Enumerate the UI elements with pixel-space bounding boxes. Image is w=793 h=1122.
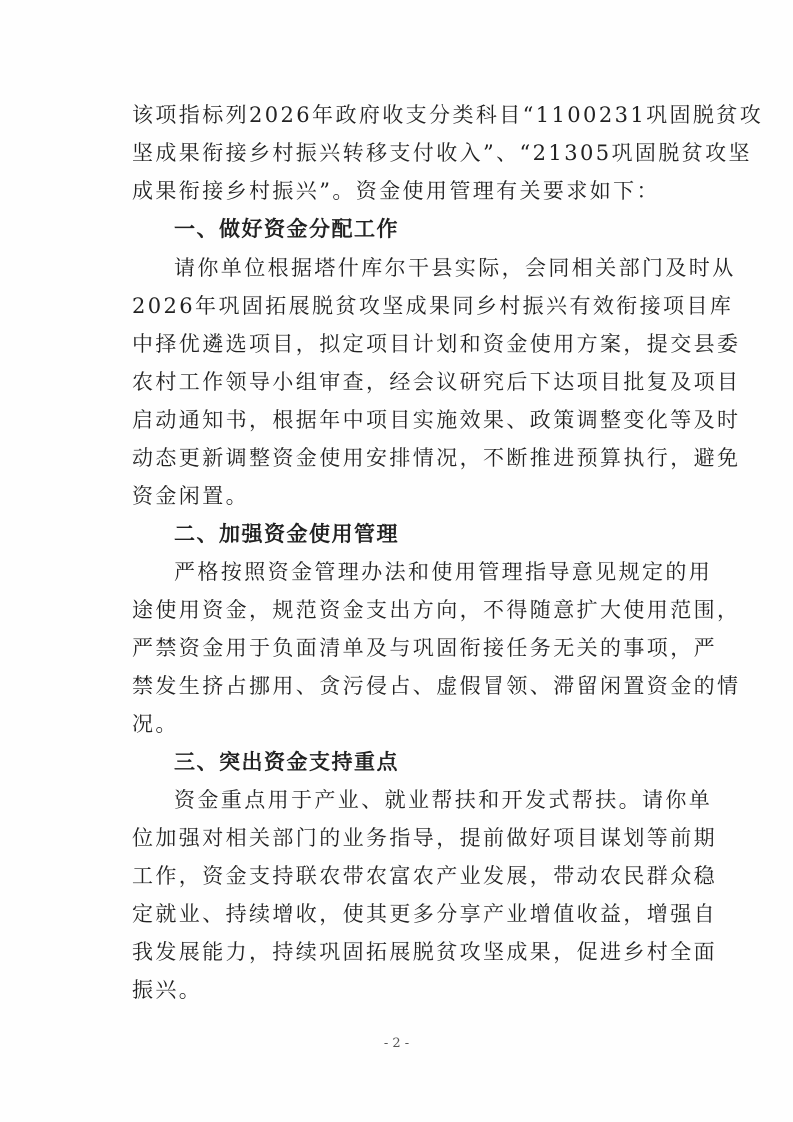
section3-line-5: 我发展能力，持续巩固拓展脱贫攻坚成果，促进乡村全面 [132, 940, 717, 964]
section2-line-4: 禁发生挤占挪用、贪污侵占、虚假冒领、滞留闲置资金的情 [132, 674, 741, 698]
section3-line-1: 资金重点用于产业、就业帮扶和开发式帮扶。请你单 [174, 788, 713, 812]
section1-line-7: 资金闲置。 [132, 484, 249, 508]
intro-line-1: 该项指标列2026年政府收支分类科目“1100231巩固脱贫攻 [132, 103, 764, 127]
section1-line-2: 2026年巩固拓展脱贫攻坚成果同乡村振兴有效衔接项目库 [132, 294, 734, 318]
section3-line-3: 工作，资金支持联农带农富农产业发展，带动农民群众稳 [132, 864, 717, 888]
intro-line-3: 成果衔接乡村振兴”。资金使用管理有关要求如下： [132, 179, 660, 203]
section3-line-2: 位加强对相关部门的业务指导，提前做好项目谋划等前期 [132, 826, 717, 850]
section2-line-3: 严禁资金用于负面清单及与巩固衔接任务无关的事项，严 [132, 636, 717, 660]
section1-heading: 一、做好资金分配工作 [174, 217, 399, 241]
intro-line-2: 坚成果衔接乡村振兴转移支付收入”、“21305巩固脱贫攻坚 [132, 141, 752, 165]
section3-line-4: 定就业、持续增收，使其更多分享产业增值收益，增强自 [132, 902, 717, 926]
section1-line-3: 中择优遴选项目，拟定项目计划和资金使用方案，提交县委 [132, 332, 741, 356]
section3-line-6: 振兴。 [132, 978, 203, 1002]
section2-heading: 二、加强资金使用管理 [174, 522, 399, 546]
page-number: - 2 - [383, 1036, 410, 1051]
section2-line-5: 况。 [132, 712, 179, 736]
section2-line-2: 途使用资金，规范资金支出方向，不得随意扩大使用范围， [132, 598, 741, 622]
section2-line-1: 严格按照资金管理办法和使用管理指导意见规定的用 [174, 560, 713, 584]
section1-line-5: 启动通知书，根据年中项目实施效果、政策调整变化等及时 [132, 408, 741, 432]
section1-line-1: 请你单位根据塔什库尔干县实际，会同相关部门及时从 [174, 256, 736, 280]
section3-heading: 三、突出资金支持重点 [174, 750, 399, 774]
section1-line-6: 动态更新调整资金使用安排情况，不断推进预算执行，避免 [132, 446, 741, 470]
section1-line-4: 农村工作领导小组审查，经会议研究后下达项目批复及项目 [132, 370, 741, 394]
